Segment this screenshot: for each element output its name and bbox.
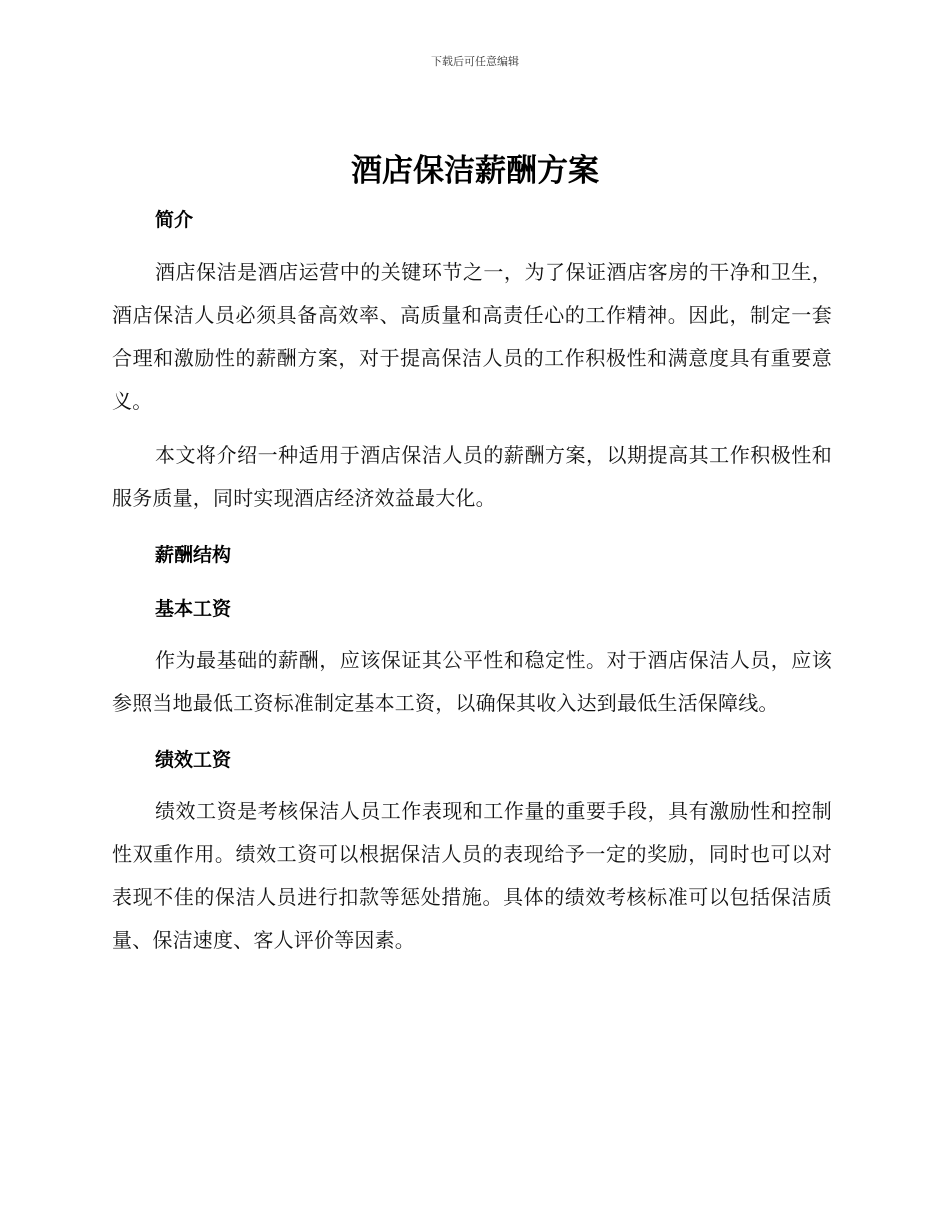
paragraph: 本文将介绍一种适用于酒店保洁人员的薪酬方案，以期提高其工作积极性和服务质量，同时实现酒店经济效益最大化。 bbox=[112, 443, 832, 510]
paragraph: 作为最基础的薪酬，应该保证其公平性和稳定性。对于酒店保洁人员，应该参照当地最低工资标准制定基本工资，以确保其收入达到最低生活保障线。 bbox=[112, 648, 832, 715]
section-heading-intro: 简介 bbox=[155, 209, 194, 231]
section-heading-base-salary: 基本工资 bbox=[155, 598, 232, 620]
document-body bbox=[112, 196, 832, 973]
section-heading-salary-structure: 薪酬结构 bbox=[155, 544, 232, 566]
paragraph: 绩效工资是考核保洁人员工作表现和工作量的重要手段，具有激励性和控制性双重作用。绩效工资可以根据保洁人员的表现给予一定的奖励，同时也可以对表现不佳的保洁人员进行扣款等惩处措施。具体的绩效考核标准可以包括保洁质量、保洁速度、客人评价等因素。 bbox=[112, 799, 832, 952]
document-title: 酒店保洁薪酬方案 bbox=[351, 153, 599, 189]
header-note: 下载后可任意编辑 bbox=[431, 55, 519, 68]
paragraph: 酒店保洁是酒店运营中的关键环节之一，为了保证酒店客房的干净和卫生，酒店保洁人员必须具备高效率、高质量和高责任心的工作精神。因此，制定一套合理和激励性的薪酬方案，对于提高保洁人员的工作积极性和满意度具有重要意义。 bbox=[112, 260, 832, 413]
section-heading-performance-salary: 绩效工资 bbox=[155, 749, 232, 771]
